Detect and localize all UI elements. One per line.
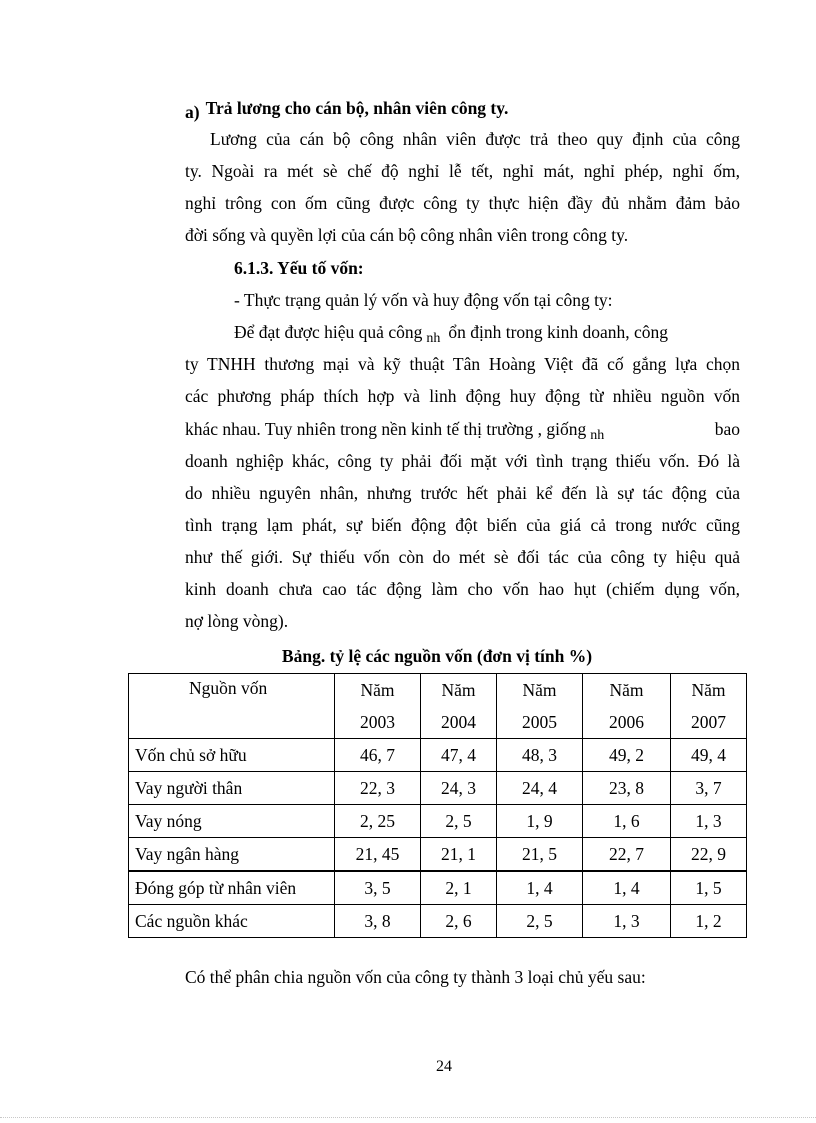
paragraph-line: do nhiều nguyên nhân, nhưng trước hết phải kể đến là sự tác động của (185, 483, 740, 503)
text-run: ổn định trong kinh doanh, công (448, 322, 669, 342)
table-cell: 2, 5 (497, 905, 583, 938)
table-cell: 1, 5 (671, 871, 747, 905)
table-cell: 1, 4 (583, 871, 671, 905)
table-header-row (129, 674, 747, 739)
year-word: Năm (441, 680, 476, 700)
paragraph-line: Lương của cán bộ công nhân viên được trả theo quy định của công (210, 129, 740, 149)
table-cell: 49, 4 (671, 739, 747, 772)
table-cell: 23, 8 (583, 772, 671, 805)
row-label: Vay nóng (129, 805, 335, 838)
table-cell: 22, 7 (583, 838, 671, 872)
year-word: Năm (360, 680, 395, 700)
table-row (129, 805, 747, 838)
table-cell: 1, 3 (671, 805, 747, 838)
text-run: Để đạt được hiệu quả công (234, 322, 423, 342)
table-cell: 2, 6 (421, 905, 497, 938)
text-run: khác nhau. Tuy nhiên trong nền kinh tế thị trường , giống (185, 419, 587, 439)
paragraph-line: các phương pháp thích hợp và linh động huy động từ nhiều nguồn vốn (185, 386, 740, 406)
table-row (129, 905, 747, 938)
paragraph-line: nghỉ trông con ốm cũng được công ty thực hiện đầy đủ nhằm đảm bảo (185, 193, 740, 213)
year-value: 2005 (522, 712, 557, 732)
table-cell: 3, 5 (335, 871, 421, 905)
table-cell: 24, 4 (497, 772, 583, 805)
table-row (129, 772, 747, 805)
table-cell: 2, 25 (335, 805, 421, 838)
section-a-heading (185, 94, 508, 122)
page-number: 24 (436, 1058, 452, 1075)
table-cell: 24, 3 (421, 772, 497, 805)
table-cell: 21, 1 (421, 838, 497, 872)
section-heading-6-1-3: 6.1.3. Yếu tố vốn: (234, 258, 364, 278)
table-cell: 21, 45 (335, 838, 421, 872)
bullet-line: - Thực trạng quản lý vốn và huy động vốn tại công ty: (234, 290, 613, 310)
table-cell: 1, 3 (583, 905, 671, 938)
table-cell: 49, 2 (583, 739, 671, 772)
column-header-year (421, 674, 497, 739)
column-header-year (497, 674, 583, 739)
paragraph-line: nợ lòng vòng). (185, 611, 289, 631)
capital-sources-table (128, 673, 747, 938)
table-row (129, 838, 747, 872)
year-word: Năm (609, 680, 644, 700)
column-header-year (583, 674, 671, 739)
year-word: Năm (691, 680, 726, 700)
table-cell: 1, 2 (671, 905, 747, 938)
year-value: 2003 (360, 712, 395, 732)
paragraph-line (234, 318, 740, 346)
closing-paragraph: Có thể phân chia nguồn vốn của công ty thành 3 loại chủ yếu sau: (185, 967, 646, 987)
table-cell: 2, 5 (421, 805, 497, 838)
column-header-year (335, 674, 421, 739)
table-cell: 48, 3 (497, 739, 583, 772)
table-cell: 1, 9 (497, 805, 583, 838)
row-label: Vay ngân hàng (129, 838, 335, 872)
page-bottom-rule (0, 1117, 816, 1118)
paragraph-line: kinh doanh chưa cao tác động làm cho vốn hao hụt (chiếm dụng vốn, (185, 579, 740, 599)
paragraph-line: ty TNHH thương mại và kỹ thuật Tân Hoàng Việt đã cố gắng lựa chọn (185, 354, 740, 374)
table-cell: 22, 9 (671, 838, 747, 872)
table-cell: 1, 6 (583, 805, 671, 838)
paragraph-line: như thế giới. Sự thiếu vốn còn do mét sè đối tác của công ty hiệu quả (185, 547, 740, 567)
year-value: 2006 (609, 712, 644, 732)
paragraph-line: ty. Ngoài ra mét sè chế độ nghỉ lễ tết, nghỉ mát, nghỉ phép, nghỉ ốm, (185, 161, 740, 181)
table-cell: 3, 8 (335, 905, 421, 938)
paragraph-line: đời sống và quyền lợi của cán bộ công nhân viên trong công ty. (185, 225, 629, 245)
table-cell: 47, 4 (421, 739, 497, 772)
table-row (129, 739, 747, 772)
table-cell: 22, 3 (335, 772, 421, 805)
table-row (129, 871, 747, 905)
paragraph-line: tình trạng lạm phát, sự biến động đột biến của giá cả trong nước cũng (185, 515, 740, 535)
row-label: Vay người thân (129, 772, 335, 805)
paragraph-line (185, 415, 740, 443)
paragraph-line: doanh nghiệp khác, công ty phải đối mặt với tình trạng thiếu vốn. Đó là (185, 451, 740, 471)
subscript-run: nh (590, 428, 605, 443)
row-label: Đóng góp từ nhân viên (129, 871, 335, 905)
text-run: bao (714, 419, 740, 439)
table-cell: 21, 5 (497, 838, 583, 872)
column-header-year (671, 674, 747, 739)
row-label: Các nguồn khác (129, 905, 335, 938)
section-a-marker: a) (185, 102, 200, 122)
row-label: Vốn chủ sở hữu (129, 739, 335, 772)
year-word: Năm (522, 680, 557, 700)
table-cell: 1, 4 (497, 871, 583, 905)
subscript-run: nh (426, 331, 441, 346)
table-caption: Bảng. tỷ lệ các nguồn vốn (đơn vị tính %) (281, 646, 593, 666)
table-cell: 3, 7 (671, 772, 747, 805)
year-value: 2004 (441, 712, 476, 732)
year-value: 2007 (691, 712, 726, 732)
table-cell: 46, 7 (335, 739, 421, 772)
section-a-title: Trả lương cho cán bộ, nhân viên công ty. (205, 98, 509, 118)
table-cell: 2, 1 (421, 871, 497, 905)
column-header-source: Nguồn vốn (129, 674, 335, 739)
